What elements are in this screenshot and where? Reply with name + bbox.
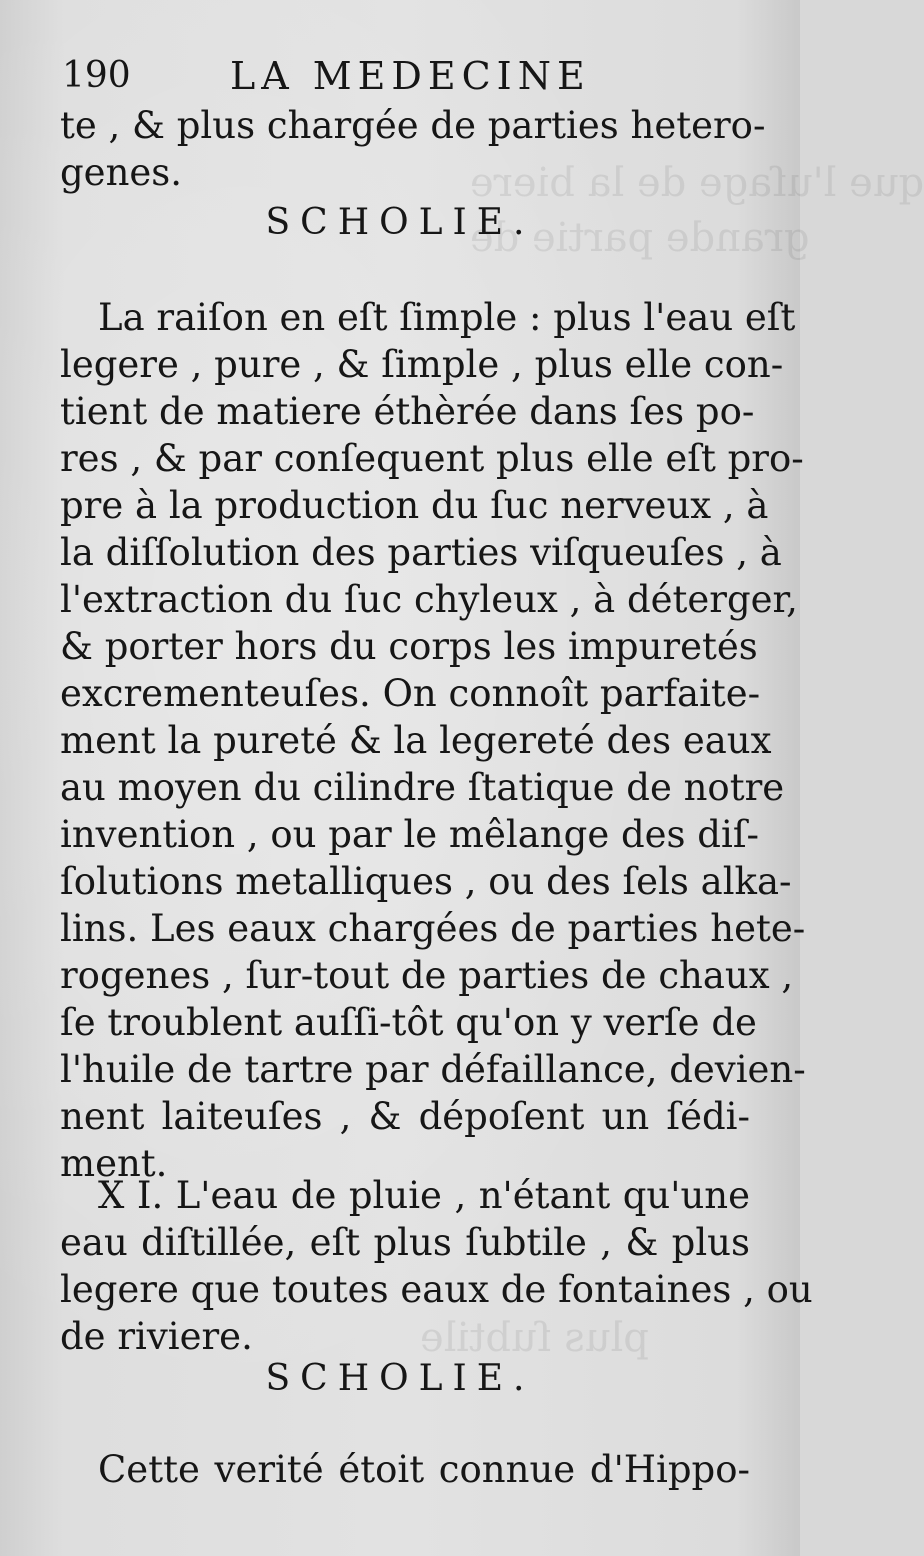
text-line: l'huile de tartre par défaillance, devien- (60, 1048, 806, 1091)
text-line: rogenes , ſur-tout de parties de chaux , (60, 954, 794, 997)
closing-paragraph (60, 1446, 750, 1493)
show-through-text: grande partie de (470, 215, 810, 261)
text-line: X I. L'eau de pluie , n'étant qu'une (98, 1174, 750, 1217)
text-line: ſe troublent auſſi-tôt qu'on y verſe de (60, 1001, 757, 1044)
text-line: ſolutions metalliques , ou des ſels alka- (60, 860, 792, 903)
page-number: 190 (62, 55, 131, 96)
page-header (62, 52, 762, 100)
text-line: ment. (60, 1142, 168, 1185)
section-xi-paragraph (60, 1172, 813, 1360)
scholie-heading: SCHOLIE. (265, 202, 535, 243)
running-head: LA MEDECINE (230, 54, 591, 98)
text-line: & porter hors du corps les impuretés (60, 625, 758, 668)
text-line: au moyen du cilindre ſtatique de notre (60, 766, 785, 809)
text-line: genes. (60, 151, 183, 194)
scholie-paragraph (60, 294, 806, 1187)
scholie-heading: SCHOLIE. (265, 1358, 535, 1399)
text-line: lins. Les eaux chargées de parties hete- (60, 907, 806, 950)
text-line: te , & plus chargée de parties hetero- (60, 104, 766, 147)
show-through-text: plus ſubtile (420, 1315, 649, 1361)
text-line: legere que toutes eaux de fontaines , ou (60, 1268, 813, 1311)
text-line: ment la pureté & la legereté des eaux (60, 719, 772, 762)
text-line: eau diſtillée, eſt plus ſubtile , & plus (60, 1221, 750, 1264)
text-line: invention , ou par le mêlange des diſ- (60, 813, 760, 856)
text-line: la diſſolution des parties viſqueuſes , à (60, 531, 782, 574)
text-line: tient de matiere éthèrée dans ſes po- (60, 390, 755, 433)
text-line: res , & par conſequent plus elle eſt pro- (60, 437, 804, 480)
show-through-text: que l'uſage de la biere (470, 160, 924, 206)
text-line: pre à la production du ſuc nerveux , à (60, 484, 769, 527)
text-line: l'extraction du ſuc chyleux , à déterger, (60, 578, 798, 621)
text-line: de riviere. (60, 1315, 253, 1358)
text-line: excrementeuſes. On connoît parfaite- (60, 672, 761, 715)
text-line: nent laiteuſes , & dépoſent un ſédi- (60, 1095, 750, 1138)
text-line: Cette verité étoit connue d'Hippo- (98, 1448, 750, 1491)
text-line: legere , pure , & ſimple , plus elle con- (60, 343, 784, 386)
text-line: La raiſon en eſt ſimple : plus l'eau eſt (98, 296, 796, 339)
